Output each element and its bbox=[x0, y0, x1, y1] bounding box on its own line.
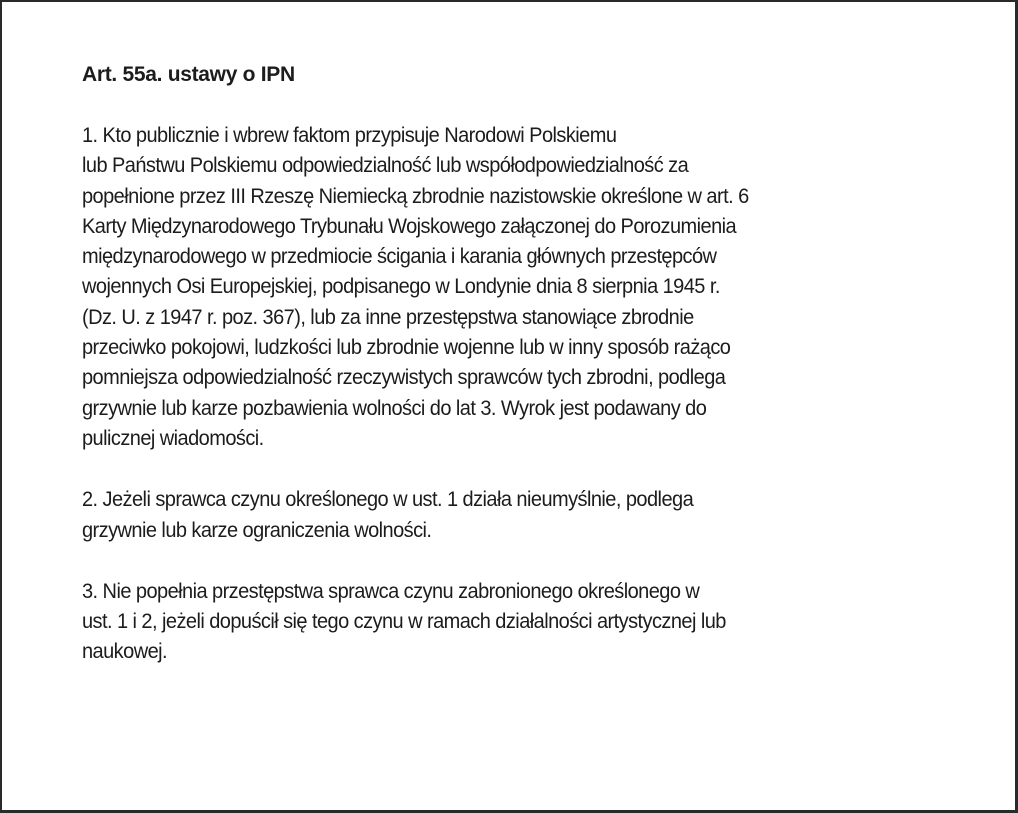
text-line: 1. Kto publicznie i wbrew faktom przypisuje Narodowi Polskiemu bbox=[82, 123, 617, 147]
paragraph-1 bbox=[82, 120, 982, 453]
text-line: 3. Nie popełnia przestępstwa sprawca czynu zabronionego określonego w bbox=[82, 578, 700, 603]
text-line: (Dz. U. z 1947 r. poz. 367), lub za inne przestępstwa stanowiące zbrodnie bbox=[82, 304, 694, 329]
text-line: międzynarodowego w przedmiocie ścigania i karania głównych przestępców bbox=[82, 244, 717, 269]
document-title: Art. 55a. ustawy o IPN bbox=[82, 63, 295, 86]
text-line: pomniejsza odpowiedzialność rzeczywistych sprawców tych zbrodni, podlega bbox=[82, 365, 726, 390]
text-line: pulicznej wiadomości. bbox=[82, 425, 264, 450]
text-line: naukowej. bbox=[82, 639, 168, 664]
text-line: przeciwko pokojowi, ludzkości lub zbrodnie wojenne lub w inny sposób rażąco bbox=[82, 335, 731, 360]
paragraph-2 bbox=[82, 484, 982, 545]
text-line: ust. 1 i 2, jeżeli dopuścił się tego czynu w ramach działalności artystycznej lub bbox=[82, 609, 726, 634]
text-line: Karty Międzynarodowego Trybunału Wojskowego załączonej do Porozumienia bbox=[82, 213, 737, 238]
text-line: wojennych Osi Europejskiej, podpisanego w Londynie dnia 8 sierpnia 1945 r. bbox=[82, 274, 720, 299]
text-line: 2. Jeżeli sprawca czynu określonego w ust. 1 działa nieumyślnie, podlega bbox=[82, 487, 694, 512]
paragraph-3 bbox=[82, 576, 982, 667]
text-line: grzywnie lub karze pozbawienia wolności do lat 3. Wyrok jest podawany do bbox=[82, 395, 707, 420]
text-line: lub Państwu Polskiemu odpowiedzialność lub współodpowiedzialność za bbox=[82, 153, 689, 178]
document-content bbox=[82, 60, 982, 698]
text-line: grzywnie lub karze ograniczenia wolności. bbox=[82, 517, 432, 542]
text-line: popełnione przez III Rzeszę Niemiecką zbrodnie nazistowskie określone w art. 6 bbox=[82, 183, 749, 208]
